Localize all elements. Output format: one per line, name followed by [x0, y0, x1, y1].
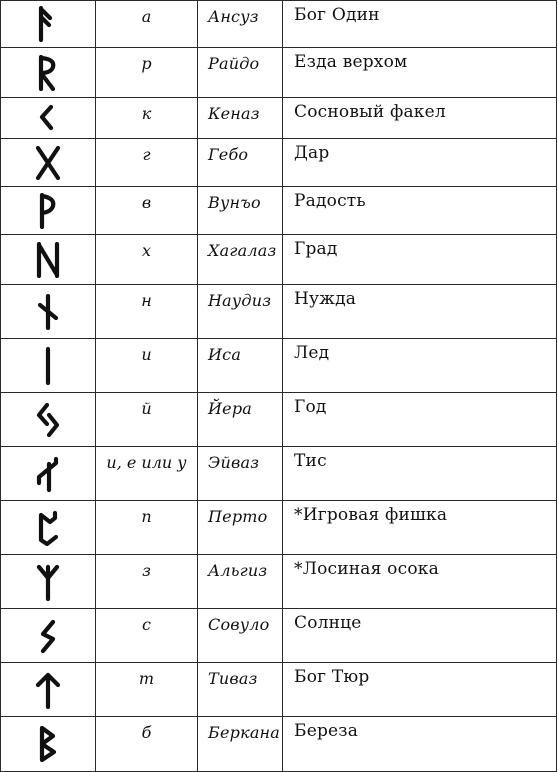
table-row: [1, 447, 557, 501]
perthro-rune-icon: [33, 510, 63, 546]
meaning-cell: Солнце: [283, 609, 557, 663]
rune-name-cell: Совуло: [198, 609, 283, 663]
rune-name-cell: Иса: [198, 339, 283, 393]
rune-name-cell: Ансуз: [198, 1, 283, 48]
rune-name-cell: Гебо: [198, 139, 283, 187]
letter-cell: б: [96, 717, 198, 772]
meaning-cell: Год: [283, 393, 557, 447]
meaning-cell: Езда верхом: [283, 48, 557, 98]
table-row: [1, 48, 557, 98]
glyph-cell: [1, 393, 96, 447]
glyph-cell: [1, 139, 96, 187]
rune-name-cell: Эйваз: [198, 447, 283, 501]
rune-name-cell: Райдо: [198, 48, 283, 98]
meaning-cell: Град: [283, 235, 557, 285]
glyph-cell: [1, 339, 96, 393]
letter-cell: п: [96, 501, 198, 555]
table-row: [1, 609, 557, 663]
meaning-cell: Дар: [283, 139, 557, 187]
eihwaz-rune-icon: [33, 455, 63, 493]
glyph-cell: [1, 1, 96, 48]
tiwaz-rune-icon: [33, 671, 63, 709]
letter-cell: т: [96, 663, 198, 717]
table-row: [1, 555, 557, 609]
letter-cell: и, е или у: [96, 447, 198, 501]
glyph-cell: [1, 447, 96, 501]
letter-cell: р: [96, 48, 198, 98]
algiz-rune-icon: [33, 563, 63, 601]
gebo-rune-icon: [33, 145, 63, 181]
glyph-cell: [1, 48, 96, 98]
glyph-cell: [1, 235, 96, 285]
table-row: [1, 717, 557, 772]
hagalaz-rune-icon: [33, 242, 63, 278]
table-row: [1, 501, 557, 555]
letter-cell: й: [96, 393, 198, 447]
rune-name-cell: Перто: [198, 501, 283, 555]
wunjo-rune-icon: [33, 193, 63, 229]
table-row: [1, 139, 557, 187]
letter-cell: н: [96, 285, 198, 339]
table-row: [1, 339, 557, 393]
table-row: [1, 187, 557, 235]
kenaz-rune-icon: [33, 103, 63, 133]
fehu-rune-icon: [33, 6, 63, 42]
meaning-cell: *Лосиная осока: [283, 555, 557, 609]
letter-cell: к: [96, 98, 198, 139]
table-row: [1, 393, 557, 447]
meaning-cell: Тис: [283, 447, 557, 501]
meaning-cell: *Игровая фишка: [283, 501, 557, 555]
glyph-cell: [1, 663, 96, 717]
jera-rune-icon: [33, 402, 63, 438]
table-row: [1, 285, 557, 339]
letter-cell: з: [96, 555, 198, 609]
table-row: [1, 663, 557, 717]
glyph-cell: [1, 717, 96, 772]
table-row: [1, 98, 557, 139]
raido-rune-icon: [33, 55, 63, 91]
meaning-cell: Лед: [283, 339, 557, 393]
glyph-cell: [1, 555, 96, 609]
meaning-cell: Бог Один: [283, 1, 557, 48]
rune-name-cell: Хагалаз: [198, 235, 283, 285]
glyph-cell: [1, 609, 96, 663]
rune-name-cell: Вунъо: [198, 187, 283, 235]
letter-cell: г: [96, 139, 198, 187]
table-row: [1, 1, 557, 48]
letter-cell: и: [96, 339, 198, 393]
letter-cell: х: [96, 235, 198, 285]
meaning-cell: Береза: [283, 717, 557, 772]
meaning-cell: Бог Тюр: [283, 663, 557, 717]
glyph-cell: [1, 501, 96, 555]
glyph-cell: [1, 187, 96, 235]
rune-name-cell: Наудиз: [198, 285, 283, 339]
rune-name-cell: Беркана: [198, 717, 283, 772]
rune-name-cell: Альгиз: [198, 555, 283, 609]
glyph-cell: [1, 285, 96, 339]
letter-cell: с: [96, 609, 198, 663]
table-row: [1, 235, 557, 285]
rune-table-body: [1, 1, 557, 772]
sowilo-rune-icon: [33, 618, 63, 654]
meaning-cell: Сосновый факел: [283, 98, 557, 139]
glyph-cell: [1, 98, 96, 139]
naudiz-rune-icon: [33, 294, 63, 330]
meaning-cell: Нужда: [283, 285, 557, 339]
berkana-rune-icon: [33, 725, 63, 763]
isa-rune-icon: [33, 346, 63, 386]
rune-name-cell: Кеназ: [198, 98, 283, 139]
letter-cell: а: [96, 1, 198, 48]
rune-name-cell: Тиваз: [198, 663, 283, 717]
rune-name-cell: Йера: [198, 393, 283, 447]
letter-cell: в: [96, 187, 198, 235]
meaning-cell: Радость: [283, 187, 557, 235]
